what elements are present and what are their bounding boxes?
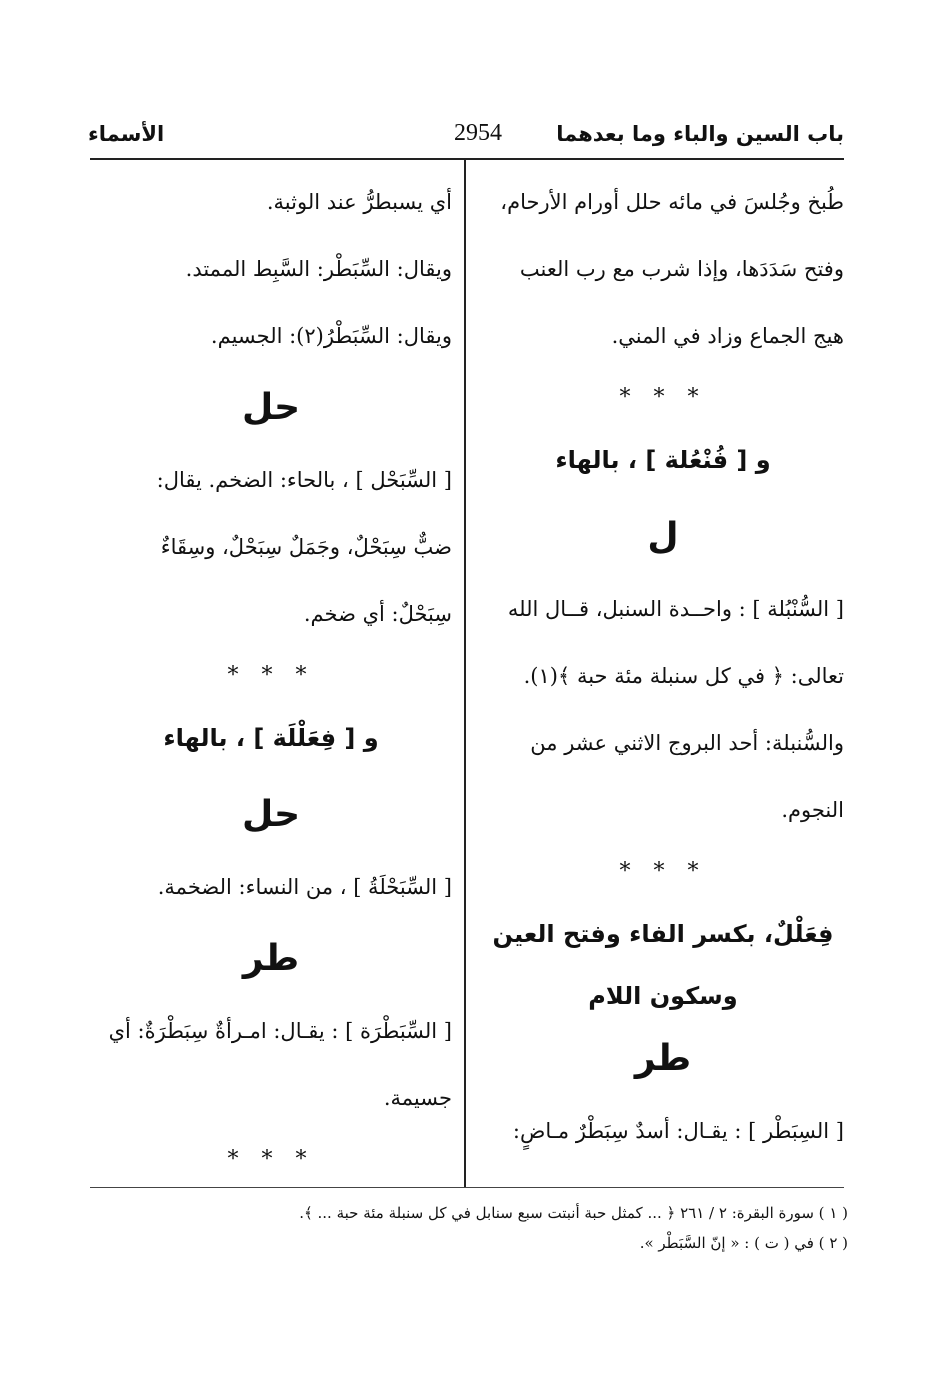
page-header bbox=[88, 118, 844, 158]
section-separator: * * * bbox=[619, 859, 707, 884]
root-heading: حل bbox=[241, 794, 301, 835]
section-separator: * * * bbox=[227, 1147, 315, 1172]
root-heading: طر bbox=[634, 1038, 692, 1079]
footnotes bbox=[148, 1198, 848, 1258]
text-line: ويقال: السِّبَطْرُ(٢): الجسيم. bbox=[210, 324, 452, 348]
section-separator: * * * bbox=[619, 385, 707, 410]
text-line: هيج الجماع وزاد في المني. bbox=[611, 324, 844, 348]
text-line: جسيمة. bbox=[383, 1086, 452, 1110]
text-line: ضبٌّ سِبَحْلٌ، وجَمَلٌ سِبَحْلٌ، وسِقَاءٌ bbox=[160, 535, 452, 559]
root-heading: طر bbox=[242, 938, 300, 979]
text-line: النجوم. bbox=[781, 798, 844, 822]
footnote: ( ٢ ) في ( ت ) : « إنّ السَّبَطْر ». bbox=[639, 1234, 848, 1252]
text-line: سِبَحْلٌ: أي ضخم. bbox=[303, 602, 452, 626]
text-line: تعالى: ﴿ في كل سنبلة مئة حبة ﴾(١). bbox=[523, 664, 844, 688]
pattern-heading-continued: وسكون اللام bbox=[588, 982, 738, 1010]
text-line: [ السِبَطْر ] : يقـال: أسدٌ سِبَطْرٌ مـاضٍ: bbox=[512, 1119, 844, 1143]
column-divider bbox=[464, 160, 466, 1187]
root-heading: حل bbox=[241, 387, 301, 428]
footnote-rule bbox=[90, 1187, 844, 1188]
footnote: ( ١ ) سورة البقرة: ٢ / ٢٦١ ﴿ ... كمثل حبة أنبتت سبع سنابل في كل سنبلة مئة حبة ... ﴾. bbox=[299, 1204, 848, 1222]
section-separator: * * * bbox=[227, 663, 315, 688]
text-line: وفتح سَدَدَها، وإذا شرب مع رب العنب bbox=[519, 257, 844, 281]
text-line: والسُّنبلة: أحد البروج الاثني عشر من bbox=[530, 731, 844, 755]
pattern-heading: فِعَلْلٌ، بكسر الفاء وفتح العين bbox=[492, 920, 834, 948]
text-line: [ السِّبَطْرَة ] : يقـال: امـرأةٌ سِبَطْرَةٌ: أي bbox=[108, 1019, 452, 1043]
chapter-title: باب السين والباء وما بعدهما bbox=[556, 122, 844, 146]
root-heading: ل bbox=[647, 516, 679, 557]
page-number: 2954 bbox=[454, 120, 502, 146]
right-column bbox=[482, 186, 844, 1182]
pattern-heading: و [ فِعَلْلَة ] ، بالهاء bbox=[163, 724, 379, 752]
text-line: ويقال: السِّبَطْر: السَّبِط الممتد. bbox=[185, 257, 452, 281]
text-line: [ السِّبَحْلَةُ ] ، من النساء: الضخمة. bbox=[157, 875, 452, 899]
text-line: [ السُّنْبُلة ] : واحــدة السنبل، قــال الله bbox=[507, 597, 844, 621]
text-line: طُبخ وجُلسَ في مائه حلل أورام الأرحام، bbox=[500, 190, 844, 214]
left-column bbox=[90, 186, 452, 1208]
header-rule bbox=[90, 158, 844, 160]
section-title: الأسماء bbox=[88, 122, 165, 146]
text-line: أي يسبطرُّ عند الوثبة. bbox=[266, 190, 452, 214]
pattern-heading: و [ فُنْعُلة ] ، بالهاء bbox=[555, 446, 771, 474]
text-line: [ السِّبَحْل ] ، بالحاء: الضخم. يقال: bbox=[156, 468, 452, 492]
